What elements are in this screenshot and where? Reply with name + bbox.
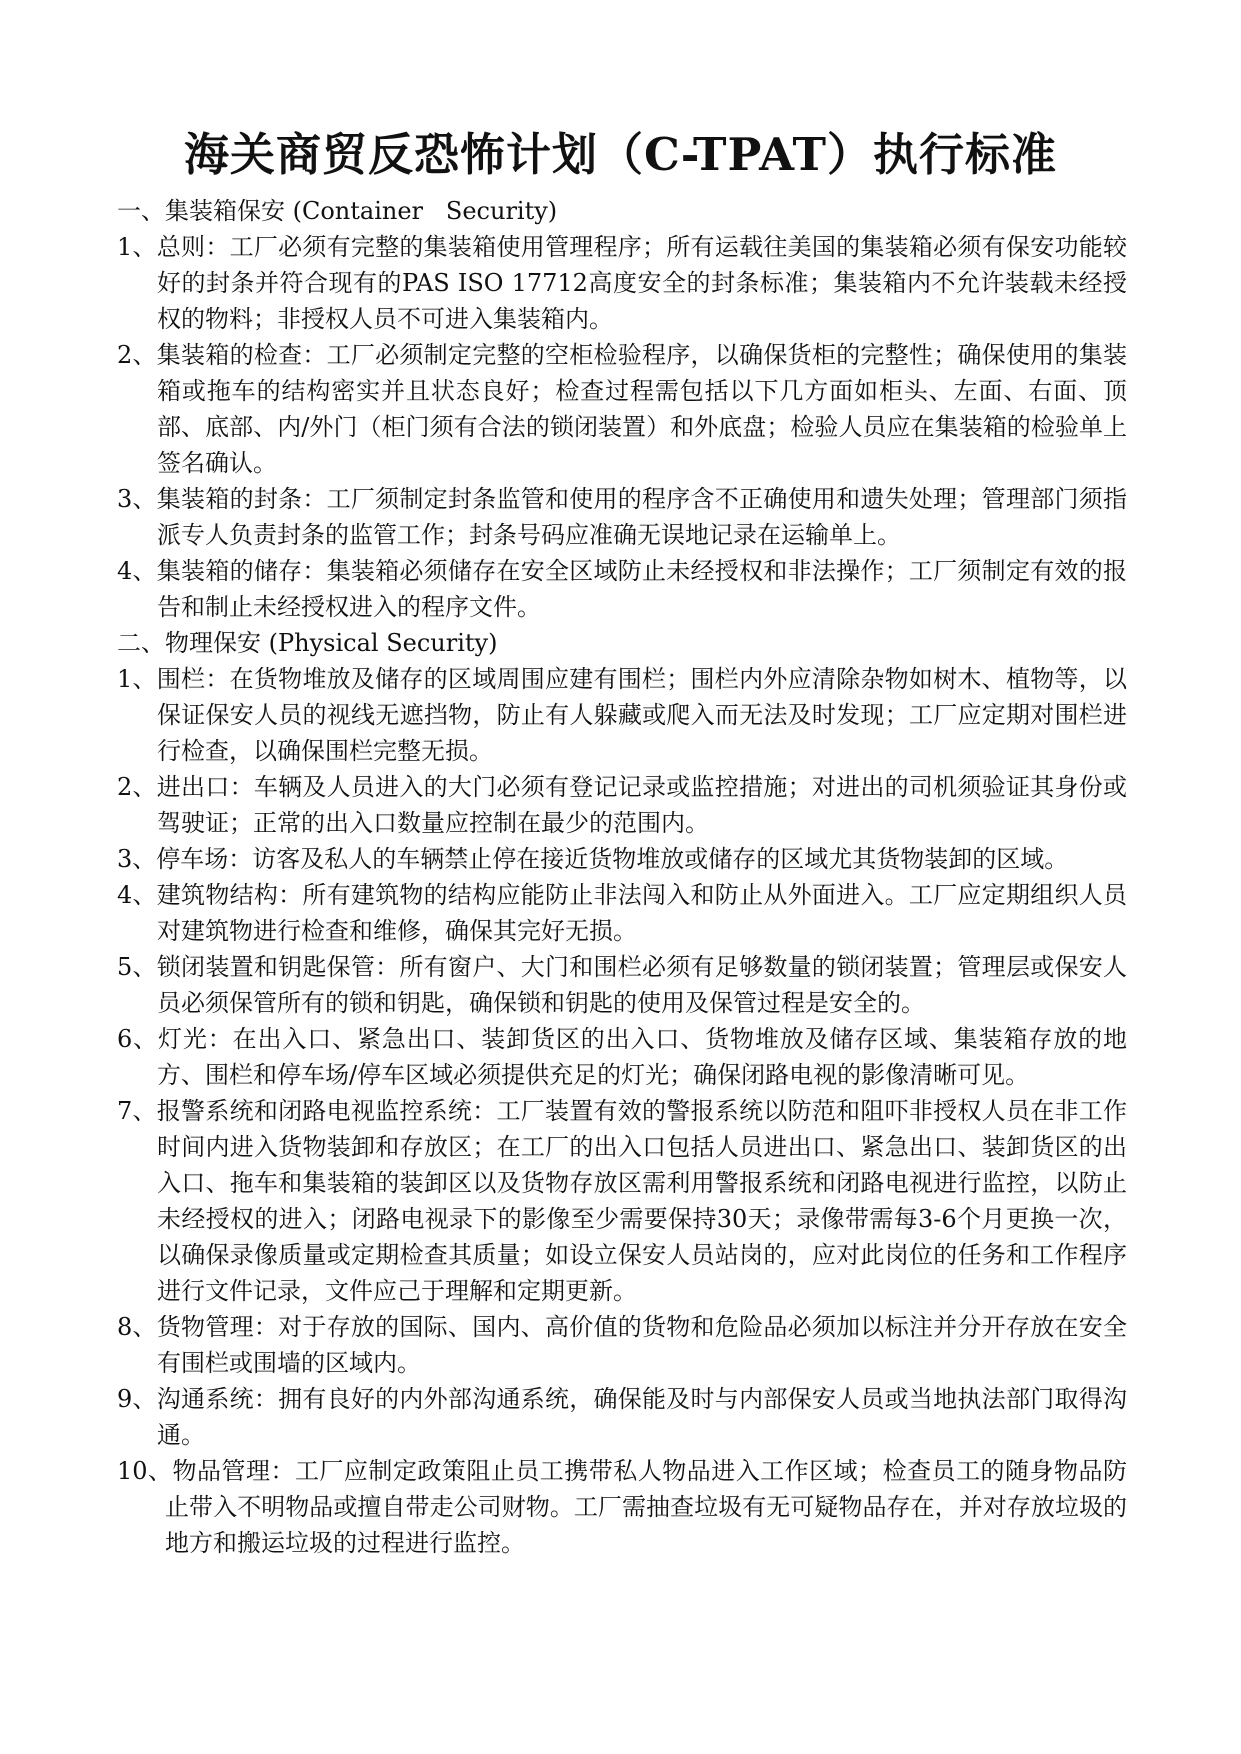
item-number: 1、	[117, 665, 157, 693]
item-number: 6、	[117, 1025, 159, 1053]
item-text: 集装箱的储存：集装箱必须储存在安全区域防止未经授权和非法操作；工厂须制定有效的报告和制止未经授权进入的程序文件。	[156, 557, 1127, 621]
item-text: 货物管理：对于存放的国际、国内、高价值的货物和危险品必须加以标注并分开存放在安全有围栏或围墙的区域内。	[156, 1313, 1127, 1377]
section-heading-container-security: 一、集装箱保安 (Container Security)	[117, 197, 558, 225]
list-item	[117, 661, 1127, 769]
item-text: 集装箱的检查：工厂必须制定完整的空柜检验程序，以确保货柜的完整性；确保使用的集装箱或拖车的结构密实并且状态良好；检查过程需包括以下几方面如柜头、左面、右面、顶部、底部、内/外门（柜门须有合法的锁闭装置）和外底盘；检验人员应在集装箱的检验单上签名确认。	[156, 341, 1127, 477]
list-item	[117, 1381, 1127, 1453]
item-text: 报警系统和闭路电视监控系统：工厂装置有效的警报系统以防范和阻吓非授权人员在非工作时间内进入货物装卸和存放区；在工厂的出入口包括人员进出口、紧急出口、装卸货区的出入口、拖车和集装箱的装卸区以及货物存放区需利用警报系统和闭路电视进行监控，以防止未经授权的进入；闭路电视录下的影像至少需要保持30天；录像带需每3-6个月更换一次，以确保录像质量或定期检查其质量；如设立保安人员站岗的，应对此岗位的任务和工作程序进行文件记录，文件应己于理解和定期更新。	[156, 1097, 1127, 1305]
document-title: 海关商贸反恐怖计划（C-TPAT）执行标准	[183, 128, 1058, 181]
item-number: 2、	[117, 773, 157, 801]
item-text: 物品管理：工厂应制定政策阻止员工携带私人物品进入工作区域；检查员工的随身物品防止带入不明物品或擅自带走公司财物。工厂需抽查垃圾有无可疑物品存在，并对存放垃圾的地方和搬运垃圾的过程进行监控。	[165, 1457, 1127, 1557]
list-item	[117, 1453, 1127, 1561]
item-number: 4、	[117, 881, 157, 909]
item-text: 总则：工厂必须有完整的集装箱使用管理程序；所有运载往美国的集装箱必须有保安功能较好的封条并符合现有的PAS ISO 17712高度安全的封条标准；集装箱内不允许装载未经授权的物料；非授权人员不可进入集装箱内。	[156, 233, 1127, 333]
list-item	[117, 769, 1127, 841]
list-item	[117, 229, 1127, 337]
list-item	[117, 841, 1127, 877]
list-item	[117, 481, 1127, 553]
item-number: 8、	[117, 1313, 157, 1341]
section-heading-physical-security: 二、物理保安 (Physical Security)	[117, 629, 498, 657]
list-item	[117, 1309, 1127, 1381]
item-text: 锁闭装置和钥匙保管：所有窗户、大门和围栏必须有足够数量的锁闭装置；管理层或保安人员必须保管所有的锁和钥匙，确保锁和钥匙的使用及保管过程是安全的。	[156, 953, 1127, 1017]
item-number: 2、	[117, 341, 157, 369]
item-text: 围栏：在货物堆放及储存的区域周围应建有围栏；围栏内外应清除杂物如树木、植物等，以保证保安人员的视线无遮挡物，防止有人躲藏或爬入而无法及时发现；工厂应定期对围栏进行检查，以确保围栏完整无损。	[156, 665, 1127, 765]
item-number: 7、	[117, 1097, 157, 1125]
item-text: 进出口：车辆及人员进入的大门必须有登记记录或监控措施；对进出的司机须验证其身份或驾驶证；正常的出入口数量应控制在最少的范围内。	[156, 773, 1127, 837]
item-text: 建筑物结构：所有建筑物的结构应能防止非法闯入和防止从外面进入。工厂应定期组织人员对建筑物进行检查和维修，确保其完好无损。	[156, 881, 1127, 945]
document-body	[117, 193, 1127, 1561]
list-item	[117, 877, 1127, 949]
list-item	[117, 1021, 1127, 1093]
item-number: 3、	[117, 485, 157, 513]
list-item	[117, 1093, 1127, 1309]
item-number: 5、	[117, 953, 157, 981]
item-number: 3、	[117, 845, 157, 873]
list-item	[117, 553, 1127, 625]
item-number: 10、	[117, 1457, 173, 1485]
list-item	[117, 949, 1127, 1021]
item-number: 1、	[117, 233, 157, 261]
item-text: 沟通系统：拥有良好的内外部沟通系统，确保能及时与内部保安人员或当地执法部门取得沟通。	[156, 1385, 1127, 1449]
item-text: 停车场：访客及私人的车辆禁止停在接近货物堆放或储存的区域尤其货物装卸的区域。	[156, 845, 1069, 873]
item-number: 4、	[117, 557, 157, 585]
item-text: 灯光：在出入口、紧急出口、装卸货区的出入口、货物堆放及储存区域、集装箱存放的地方、围栏和停车场/停车区域必须提供充足的灯光；确保闭路电视的影像清晰可见。	[157, 1025, 1127, 1089]
item-text: 集装箱的封条：工厂须制定封条监管和使用的程序含不正确使用和遗失处理；管理部门须指派专人负责封条的监管工作；封条号码应准确无误地记录在运输单上。	[156, 485, 1127, 549]
item-number: 9、	[117, 1385, 157, 1413]
list-item	[117, 337, 1127, 481]
